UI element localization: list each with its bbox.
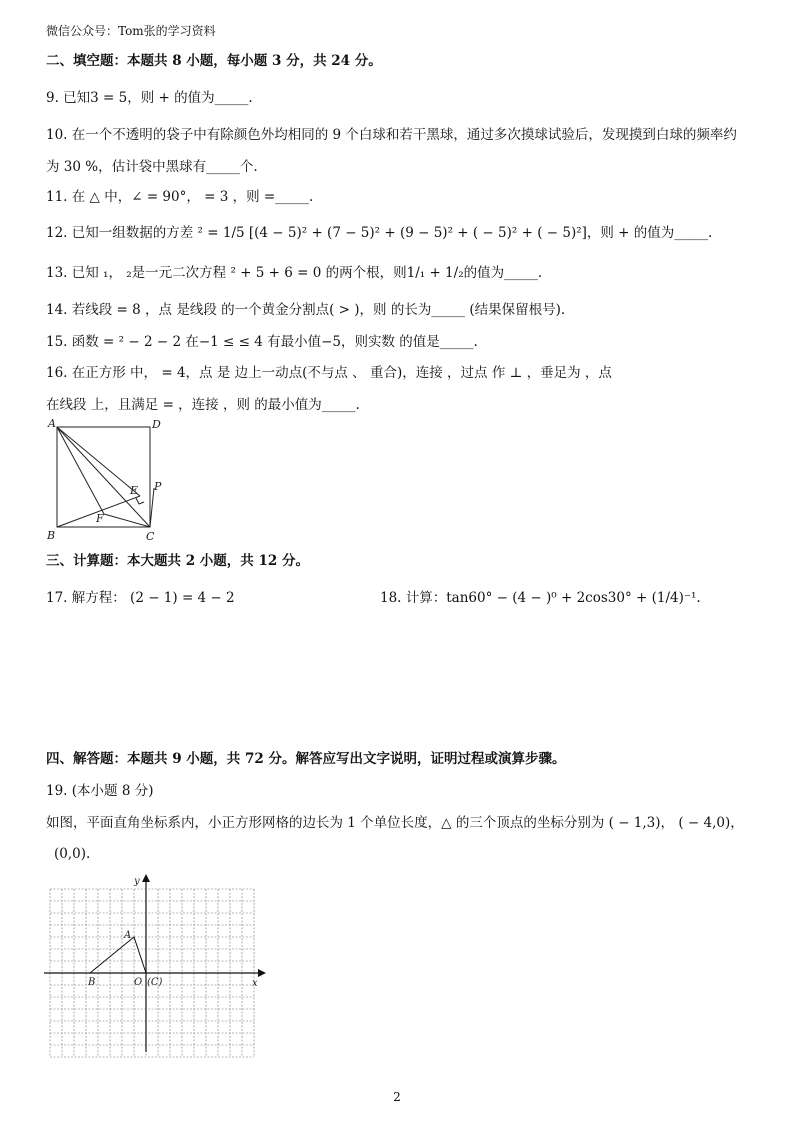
question-19-line2: (0,0). xyxy=(54,846,91,862)
section-answer-heading: 四、解答题：本题共 9 小题，共 72 分。解答应写出文字说明，证明过程或演算步骤。 xyxy=(46,751,566,767)
axis-label-x: x xyxy=(252,978,258,989)
point-label-o: O xyxy=(134,977,143,988)
question-16-line1: 16. 在正方形 中， = 4，点 是 边上一动点(不与点 、 重合)，连接 ，过点 作 ⊥ ，垂足为 ，点 xyxy=(46,365,612,381)
x-axis-arrow xyxy=(258,969,266,977)
point-label-b: B xyxy=(88,977,96,988)
section-calc-heading: 三、计算题：本大题共 2 小题，共 12 分。 xyxy=(46,553,309,569)
label-p: P xyxy=(154,480,162,493)
question-15: 15. 函数 = ² − 2 − 2 在−1 ≤ ≤ 4 有最小值−5，则实数 的值是_____. xyxy=(46,334,478,350)
label-b: B xyxy=(47,529,56,542)
page-header: 微信公众号：Tom张的学习资料 xyxy=(46,24,216,38)
segment-cp xyxy=(150,488,154,527)
section-fill-in-heading: 二、填空题：本题共 8 小题，每小题 3 分，共 24 分。 xyxy=(46,53,382,69)
label-f: F xyxy=(96,512,104,525)
axis-label-y: y xyxy=(134,876,140,887)
segment-ae xyxy=(57,427,140,496)
question-19-line1: 如图，平面直角坐标系内，小正方形网格的边长为 1 个单位长度，△ 的三个顶点的坐标分别为 ( − 1,3)， ( − 4,0)， xyxy=(46,815,744,831)
question-18: 18. 计算：tan60° − (4 − )⁰ + 2cos30° + (1/4)⁻¹. xyxy=(380,590,701,606)
question-10-line2: 为 30 %，估计袋中黑球有_____个. xyxy=(46,159,258,175)
question-11: 11. 在 △ 中，∠ = 90°， = 3 ，则 =_____. xyxy=(46,189,314,205)
coordinate-grid-q19 xyxy=(40,872,270,1062)
square-figure-q16 xyxy=(44,418,174,544)
question-9: 9. 已知3 = 5，则 + 的值为_____. xyxy=(46,90,253,106)
label-a: A xyxy=(48,418,56,430)
label-e: E xyxy=(130,484,139,497)
question-16-line2: 在线段 上，且满足 = ，连接 ，则 的最小值为_____. xyxy=(46,397,360,413)
question-17: 17. 解方程： (2 − 1) = 4 − 2 xyxy=(46,590,235,606)
question-13: 13. 已知 ₁， ₂是一元二次方程 ² + 5 + 6 = 0 的两个根，则1/₁ + 1/₂的值为_____. xyxy=(46,265,543,281)
label-c: C xyxy=(146,530,155,543)
page-number: 2 xyxy=(393,1090,401,1104)
y-axis-arrow xyxy=(142,874,150,882)
segment-fc xyxy=(104,514,150,527)
question-19-title: 19. (本小题 8 分) xyxy=(46,783,154,799)
question-12: 12. 已知一组数据的方差 ² = 1/5 [(4 − 5)² + (7 − 5)² + (9 − 5)² + ( − 5)² + ( − 5)²]，则 + 的值为_____. xyxy=(46,225,713,241)
label-d: D xyxy=(152,418,161,431)
question-10-line1: 10. 在一个不透明的袋子中有除颜色外均相同的 9 个白球和若干黑球，通过多次摸球试验后，发现摸到白球的频率约 xyxy=(46,127,737,143)
triangle-abo xyxy=(90,937,146,973)
right-angle-mark xyxy=(136,498,144,504)
point-label-a: A xyxy=(124,930,132,941)
point-label-c: (C) xyxy=(147,977,163,988)
question-14: 14. 若线段 = 8 ，点 是线段 的一个黄金分割点( > )，则 的长为_____ (结果保留根号). xyxy=(46,302,566,318)
